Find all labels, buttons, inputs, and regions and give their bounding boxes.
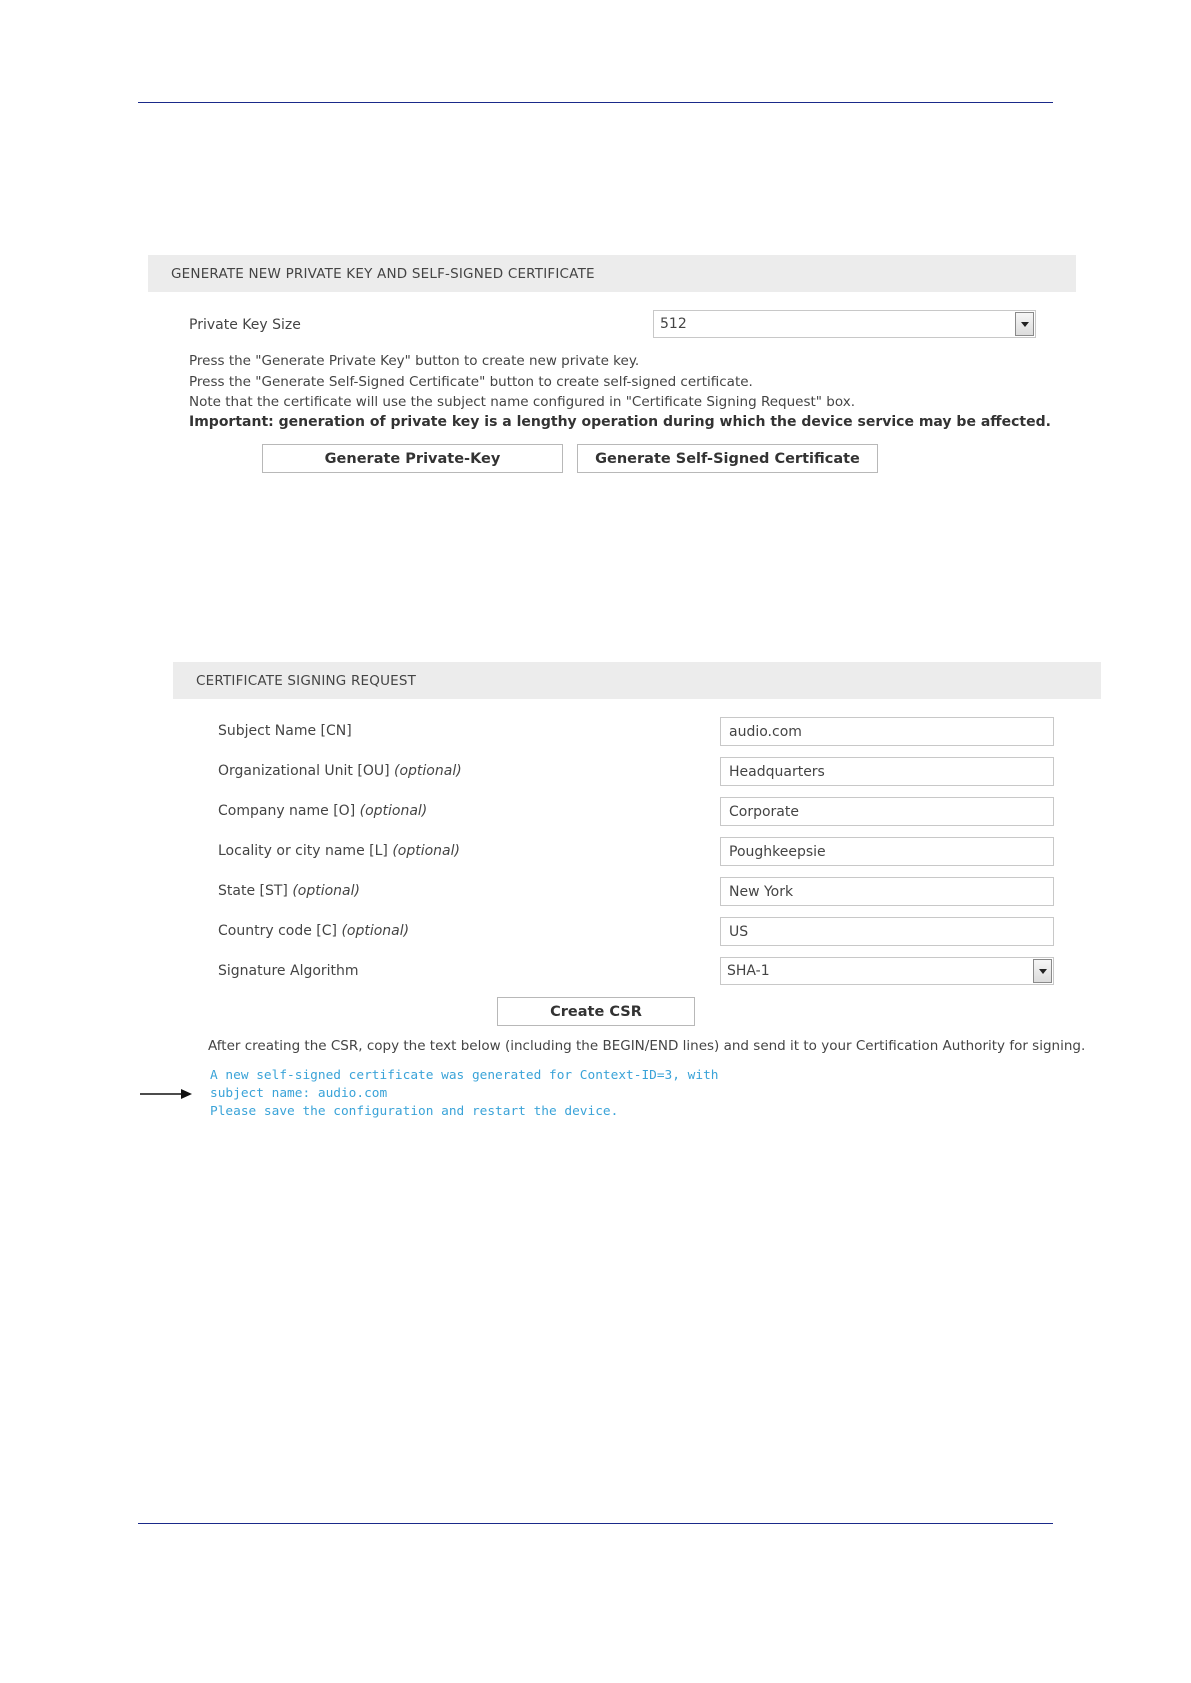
arrow-right-icon bbox=[140, 1088, 192, 1100]
state-label-text: State [ST] bbox=[218, 883, 288, 899]
country-code-input[interactable] bbox=[720, 917, 1054, 946]
section-header-csr: CERTIFICATE SIGNING REQUEST bbox=[173, 662, 1101, 699]
locality-label bbox=[218, 843, 460, 859]
output-line-2: subject name: audio.com bbox=[210, 1086, 388, 1101]
locality-label-text: Locality or city name [L] bbox=[218, 843, 388, 859]
generate-key-section bbox=[148, 255, 1076, 467]
footer-rule bbox=[138, 1523, 1053, 1524]
header-rule bbox=[138, 102, 1053, 103]
optional-tag: (optional) bbox=[292, 883, 360, 899]
company-name-label bbox=[218, 803, 427, 819]
locality-input[interactable] bbox=[720, 837, 1054, 866]
chevron-down-icon[interactable] bbox=[1015, 312, 1034, 336]
private-key-size-select[interactable] bbox=[653, 310, 1036, 338]
optional-tag: (optional) bbox=[392, 843, 460, 859]
generate-private-key-button[interactable]: Generate Private-Key bbox=[262, 444, 563, 473]
note-line-1: Press the "Generate Private Key" button to create new private key. bbox=[189, 353, 640, 369]
private-key-size-label: Private Key Size bbox=[189, 317, 301, 333]
note-line-3: Note that the certificate will use the subject name configured in "Certificate Signing Request" box. bbox=[189, 394, 855, 410]
optional-tag: (optional) bbox=[341, 923, 410, 939]
csr-instructions: After creating the CSR, copy the text below (including the BEGIN/END lines) and send it to your Certification Authority for signing. bbox=[208, 1038, 1086, 1054]
csr-section bbox=[173, 662, 1101, 1119]
output-line-1: A new self-signed certificate was generated for Context-ID=3, with bbox=[210, 1068, 719, 1083]
note-line-2: Press the "Generate Self-Signed Certificate" button to create self-signed certificate. bbox=[189, 374, 753, 390]
section-header-generate-key: GENERATE NEW PRIVATE KEY AND SELF-SIGNED CERTIFICATE bbox=[148, 255, 1076, 292]
signature-algorithm-label: Signature Algorithm bbox=[218, 963, 359, 979]
optional-tag: (optional) bbox=[394, 763, 462, 779]
private-key-size-value: 512 bbox=[660, 316, 687, 332]
company-name-label-text: Company name [O] bbox=[218, 803, 356, 819]
signature-algorithm-select[interactable] bbox=[720, 957, 1054, 985]
organizational-unit-label-text: Organizational Unit [OU] bbox=[218, 763, 390, 779]
organizational-unit-label bbox=[218, 763, 462, 779]
important-note: Important: generation of private key is a lengthy operation during which the device service may be affected. bbox=[189, 414, 1051, 430]
subject-name-label-text: Subject Name [CN] bbox=[218, 723, 352, 739]
country-code-label bbox=[218, 923, 409, 939]
subject-name-label bbox=[218, 723, 352, 739]
create-csr-button[interactable]: Create CSR bbox=[497, 997, 695, 1026]
chevron-down-icon[interactable] bbox=[1033, 959, 1052, 983]
country-code-label-text: Country code [C] bbox=[218, 923, 337, 939]
subject-name-input[interactable] bbox=[720, 717, 1054, 746]
state-label bbox=[218, 883, 360, 899]
state-input[interactable] bbox=[720, 877, 1054, 906]
optional-tag: (optional) bbox=[359, 803, 428, 819]
generate-self-signed-certificate-button[interactable]: Generate Self-Signed Certificate bbox=[577, 444, 878, 473]
company-name-input[interactable] bbox=[720, 797, 1054, 826]
output-line-3: Please save the configuration and restart the device. bbox=[210, 1104, 619, 1119]
organizational-unit-input[interactable] bbox=[720, 757, 1054, 786]
signature-algorithm-value: SHA-1 bbox=[727, 963, 770, 979]
